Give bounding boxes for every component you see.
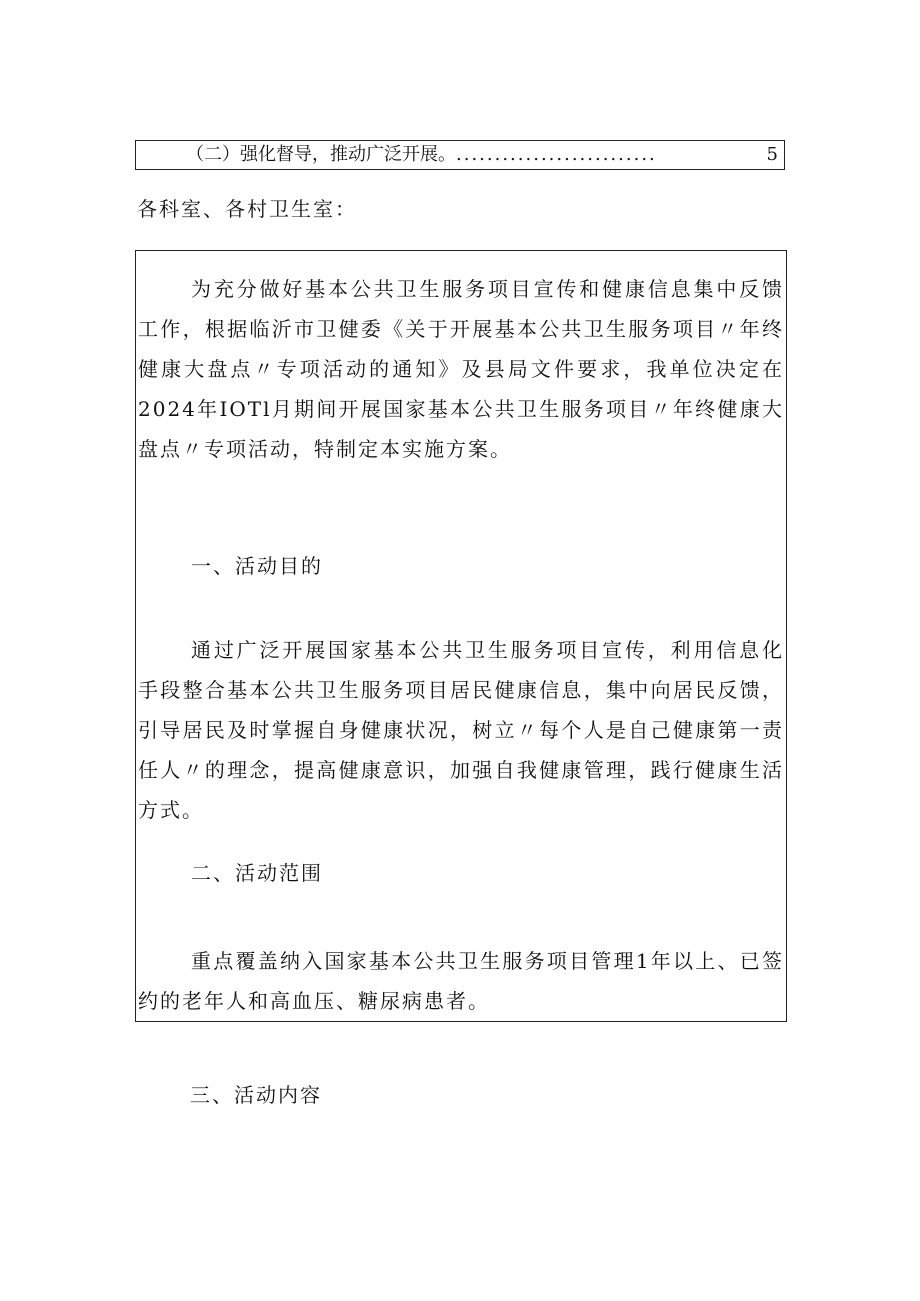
salutation: 各科室、各村卫生室： bbox=[137, 197, 357, 221]
section1-heading: 一、活动目的 bbox=[191, 554, 323, 578]
content-box bbox=[135, 250, 787, 1022]
toc-box bbox=[135, 140, 785, 170]
section2-heading: 二、活动范围 bbox=[191, 861, 323, 885]
intro-paragraph: 为充分做好基本公共卫生服务项目宣传和健康信息集中反馈工作，根据临沂市卫健委《关于开展基本公共卫生服务项目〃年终健康大盘点〃专项活动的通知》及县局文件要求，我单位决定在2024年IOTl月期间开展国家基本公共卫生服务项目〃年终健康大盘点〃专项活动，特制定本实施方案。 bbox=[138, 277, 784, 461]
toc-entry[interactable] bbox=[186, 144, 778, 166]
toc-page-number: 5 bbox=[766, 144, 778, 165]
section3-heading: 三、活动内容 bbox=[190, 1083, 322, 1107]
toc-leader-dots: .......................... bbox=[456, 144, 657, 165]
toc-entry-text: （二）强化督导，推动广泛开展。 bbox=[186, 144, 456, 165]
section1-paragraph: 通过广泛开展国家基本公共卫生服务项目宣传，利用信息化手段整合基本公共卫生服务项目居民健康信息，集中向居民反馈，引导居民及时掌握自身健康状况，树立〃每个人是自己健康第一责任人〃的理念，提高健康意识，加强自我健康管理，践行健康生活方式。 bbox=[138, 638, 784, 822]
section2-paragraph: 重点覆盖纳入国家基本公共卫生服务项目管理1年以上、已签约的老年人和高血压、糖尿病患者。 bbox=[138, 949, 784, 1013]
